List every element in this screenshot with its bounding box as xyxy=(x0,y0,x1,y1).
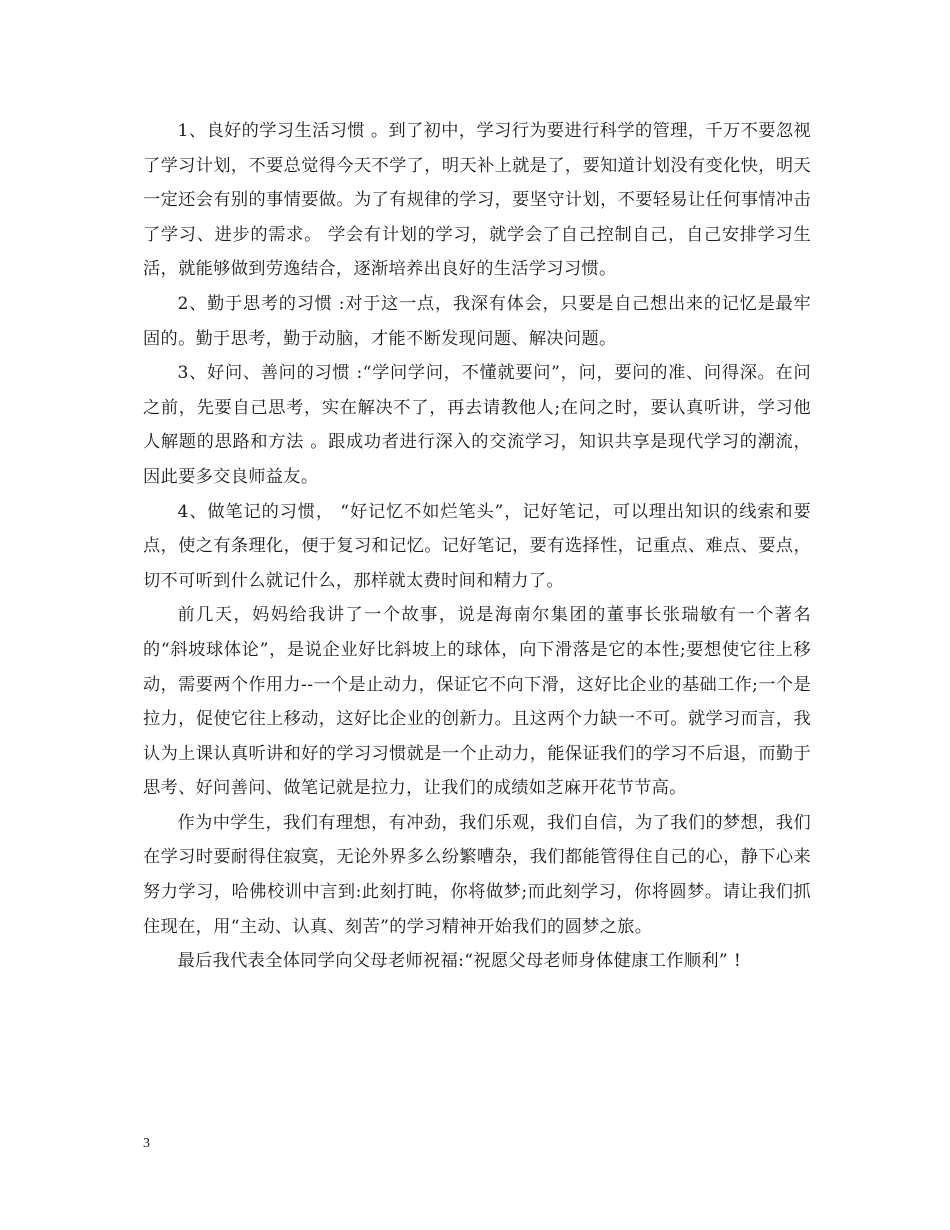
paragraph-study-habits: 1、良好的学习生活习惯 。到了初中，学习行为要进行科学的管理，千万不要忽视了学习计划，不要总觉得今天不学了，明天补上就是了，要知道计划没有变化快，明天一定还会有别的事情要做。为了有规律的学习，要坚守计划，不要轻易让任何事情冲击了学习、进步的需求。 学会有计划的学习，就学会了自己控制自己，自己安排学习生活，就能够做到劳逸结合，逐渐培养出良好的生活学习习惯。 xyxy=(143,121,811,280)
paragraph-notes-habit: 4、做笔记的习惯， “好记忆不如烂笔头”，记好笔记，可以理出知识的线索和要点，使之有条理化，便于复习和记忆。记好笔记，要有选择性，记重点、难点、要点，切不可听到什么就记什么，那样就太费时间和精力了。 xyxy=(143,501,811,591)
paragraph-asking-habit: 3、好问、善问的习惯 :“学问学问，不懂就要问”，问，要问的准、问得深。在问之前，先要自己思考，实在解决不了，再去请教他人;在问之时，要认真听讲，学习他人解题的思路和方法 。跟成功者进行深入的交流学习，知识共享是现代学习的潮流，因此要多交良师益友。 xyxy=(143,363,811,487)
paragraph-thinking-habit: 2、勤于思考的习惯 :对于这一点，我深有体会，只要是自己想出来的记忆是最牢固的。勤于思考，勤于动脑，才能不断发现问题、解决问题。 xyxy=(143,293,811,349)
page-body xyxy=(143,114,811,979)
paragraph-middle-school-students: 作为中学生，我们有理想，有冲劲，我们乐观，我们自信，为了我们的梦想，我们在学习时要耐得住寂寞，无论外界多么纷繁嘈杂，我们都能管得住自己的心，静下心来努力学习，哈佛校训中言到:此刻打盹，你将做梦;而此刻学习，你将圆梦。请让我们抓住现在，用“主动、认真、刻苦”的学习精神开始我们的圆梦之旅。 xyxy=(143,812,811,937)
paragraph-slope-ball-story: 前几天，妈妈给我讲了一个故事，说是海南尔集团的董事长张瑞敏有一个著名的“斜坡球体论”，是说企业好比斜坡上的球体，向下滑落是它的本性;要想使它往上移动，需要两个作用力--一个是止动力，保证它不向下滑，这好比企业的基础工作;一个是拉力，促使它往上移动，这好比企业的创新力。且这两个力缺一不可。就学习而言，我认为上课认真听讲和好的学习习惯就是一个止动力，能保证我们的学习不后退，而勤于思考、好问善问、做笔记就是拉力，让我们的成绩如芝麻开花节节高。 xyxy=(143,605,811,799)
page-number: 3 xyxy=(143,1136,150,1151)
paragraph-closing-wishes: 最后我代表全体同学向父母老师祝福:“祝愿父母老师身体健康工作顺利” ! xyxy=(177,951,742,972)
